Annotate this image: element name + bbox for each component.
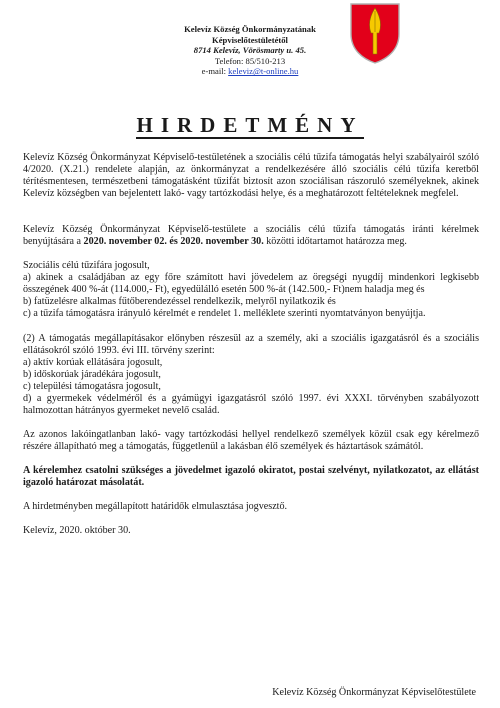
email-line: [150, 66, 350, 77]
priority-item-c: c) települési támogatásra jogosult,: [23, 380, 161, 392]
email-link[interactable]: keleviz@t-online.hu: [228, 66, 299, 77]
priority-item-b: b) időskorúak járadékára jogosult,: [23, 368, 161, 380]
org-name: Kelevíz Község Önkormányzatának: [184, 24, 316, 34]
priority-item-a: a) aktív korúak ellátására jogosult,: [23, 356, 163, 368]
paragraph-deadline-warning: A hirdetményben megállapított határidők elmulasztása jogvesztő.: [23, 501, 288, 513]
paragraph-one-applicant: Az azonos lakóingatlanban lakó- vagy tartózkodási hellyel rendelkező személyek közül csak egy kérelmező részére állapítható meg a támogatás, függetlenül a lakásban élő személyek és háztartások számától.: [23, 428, 479, 452]
priority-intro: (2) A támogatás megállapításakor előnyben részesül az a személy, aki a szociális igazgatásról és a szociális ellátásokról szóló 1993. évi III. törvény szerint:: [23, 332, 479, 356]
email-label: e-mail:: [201, 66, 229, 77]
page-title: HIRDETMÉNY: [136, 113, 364, 137]
org-subtitle: Képviselőtestületétől: [212, 34, 288, 45]
eligibility-item-a: a) akinek a családjában az egy főre számított havi jövedelem az öregségi nyugdíj mindenkori legkisebb összegének 400 %-át (114.000,- Ft), egyedülálló esetén 500 %-át (142.500,- Ft)nem haladja meg és: [23, 272, 479, 296]
letterhead: [0, 0, 500, 92]
paragraph-attachments: A kérelemhez csatolni szükséges a jövedelmet igazoló okiratot, postai szelvényt, nyilatkozatot, az ellátást igazoló határozat másolatát.: [23, 464, 479, 488]
paragraph-intro: Kelevíz Község Önkormányzat Képviselő-testületének a szociális célú tűzifa támogatás helyi szabályairól szóló 4/2020. (X.21.) rendelete alapján, az önkormányzat a rendelkezésére álló szociális célú tűzifa keretből térítésmentesen, természetbeni támogatásként tűzifát biztosít azon szociálisan rászoruló személyeknek, akinek Kelevíz községben van bejelentett lakó- vagy tartózkodási helye, és a meghatározott feltételeknek megfelel.: [23, 152, 479, 200]
address: 8714 Kelevíz, Vörösmarty u. 45.: [193, 45, 307, 56]
priority-item-d: d) a gyermekek védelméről és a gyámügyi igazgatásról szóló 1997. évi XXXI. törvényben szabályozott halmozottan hátrányos gyermeket nevelő család.: [23, 392, 479, 416]
deadline-dates: 2020. november 02. és 2020. november 30.: [83, 236, 264, 248]
date-line: Kelevíz, 2020. október 30.: [23, 525, 131, 537]
eligibility-item-c: c) a tűzifa támogatásra irányuló kérelmét e rendelet 1. melléklete szerinti nyomtatványon benyújtja.: [23, 308, 426, 320]
announcement-body: [23, 152, 479, 537]
letterhead-text: [150, 24, 350, 77]
coat-of-arms-icon: [349, 2, 401, 64]
phone: Telefon: 85/510-213: [214, 55, 286, 66]
signature: Kelevíz Község Önkormányzat Képviselőtestülete: [272, 687, 476, 698]
paragraph-deadline: Kelevíz Község Önkormányzat Képviselő-testülete a szociális célú tűzifa támogatás iránti kérelmek benyújtására a 2020. november 02. és 2020. november 30. közötti időtartamot határozza meg.: [23, 224, 479, 248]
eligibility-intro: Szociális célú tűzifára jogosult,: [23, 260, 150, 272]
eligibility-item-b: b) fatüzelésre alkalmas fűtőberendezéssel rendelkezik, melyről nyilatkozik és: [23, 296, 336, 308]
